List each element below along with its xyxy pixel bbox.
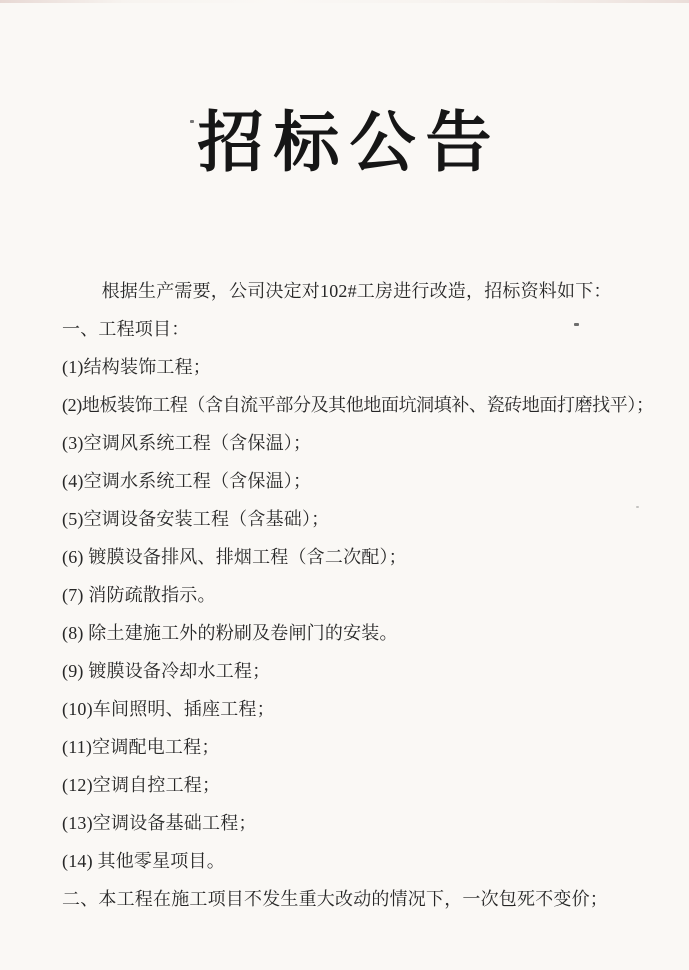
intro-paragraph: 根据生产需要，公司决定对102#工房进行改造，招标资料如下： [101,281,612,301]
project-item-5: (5)空调设备安装工程（含基础）； [62,509,330,529]
scan-edge-artifact [0,0,689,3]
document-title: 招标公告 [197,107,502,180]
project-item-12: (12)空调自控工程； [62,775,221,795]
project-item-8: (8) 除土建施工外的粉刷及卷闸门的安装。 [62,623,398,643]
section-1-heading: 一、工程项目： [62,319,190,339]
project-item-6: (6) 镀膜设备排风、排烟工程（含二次配）； [62,547,407,567]
project-item-1: (1)结构装饰工程； [62,357,211,377]
project-item-2: (2)地板装饰工程（含自流平部分及其他地面坑洞填补、瓷砖地面打磨找平）； [62,395,654,415]
project-item-7: (7) 消防疏散指示。 [62,585,216,605]
project-item-10: (10)车间照明、插座工程； [62,699,275,719]
section-2-heading: 二、本工程在施工项目不发生重大改动的情况下，一次包死不变价； [62,889,608,909]
project-item-4: (4)空调水系统工程（含保温）； [62,471,312,491]
project-item-9: (9) 镀膜设备冷却水工程； [62,661,271,681]
project-item-14: (14) 其他零星项目。 [62,851,225,871]
project-item-13: (13)空调设备基础工程； [62,813,257,833]
project-item-11: (11)空调配电工程； [62,737,220,757]
project-item-3: (3)空调风系统工程（含保温）； [62,433,312,453]
document-body [62,272,681,918]
